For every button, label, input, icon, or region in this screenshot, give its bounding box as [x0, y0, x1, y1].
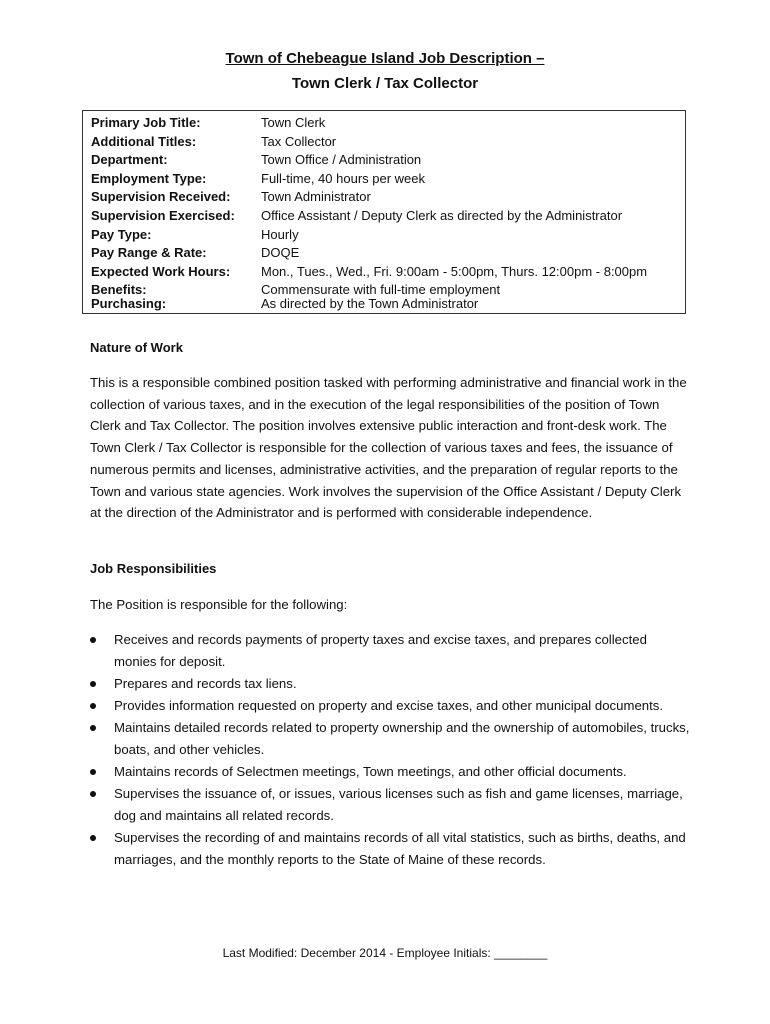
info-value: Town Administrator [261, 189, 371, 205]
info-label: Benefits: [91, 282, 147, 298]
list-item [90, 695, 690, 717]
page-footer: Last Modified: December 2014 - Employee Initials: ________ [222, 946, 548, 960]
info-label: Pay Type: [91, 226, 152, 242]
info-row-employment-type [83, 170, 685, 189]
bullet-icon [90, 703, 96, 709]
list-item-text: Maintains records of Selectmen meetings, Town meetings, and other official documents. [114, 764, 627, 779]
info-row-purchasing [83, 295, 685, 314]
info-row-work-hours [83, 263, 685, 282]
info-row-supervision-exercised [83, 207, 685, 226]
info-row-supervision-received [83, 188, 685, 207]
info-value: Tax Collector [261, 133, 337, 149]
job-info-table [82, 110, 686, 314]
info-label: Primary Job Title: [91, 115, 201, 130]
bullet-icon [90, 725, 96, 731]
list-item-text: Prepares and records tax liens. [114, 676, 297, 691]
nature-of-work-heading: Nature of Work [90, 340, 183, 355]
document-title: Town of Chebeague Island Job Description – [225, 50, 545, 67]
info-value: Town Clerk [261, 115, 326, 130]
list-item [90, 629, 690, 673]
list-item [90, 673, 690, 695]
info-value: As directed by the Town Administrator [261, 296, 479, 311]
info-row-primary-title [83, 114, 685, 133]
info-label: Additional Titles: [91, 133, 197, 149]
responsibilities-intro: The Position is responsible for the following: [90, 597, 348, 612]
list-item-text: Supervises the issuance of, or issues, various licenses such as fish and game licenses, marriage, dog and maintains all related records. [114, 786, 683, 823]
info-label: Department: [91, 152, 168, 168]
nature-of-work-paragraph: This is a responsible combined position tasked with performing administrative and financial work in the collection of various taxes, and in the execution of the legal responsibilities of the position of Town Clerk and Tax Collector. The position involves extensive public interaction and front-desk work. The Town Clerk / Tax Collector is responsible for the collection of various taxes and fees, the issuance of numerous permits and licenses, administrative activities, and the preparation of regular reports to the Town and various state agencies. Work involves the supervision of the Office Assistant / Deputy Clerk at the direction of the Administrator and is performed with considerable independence. [90, 375, 687, 521]
info-value: Full-time, 40 hours per week [261, 170, 426, 186]
job-responsibilities-heading: Job Responsibilities [90, 561, 217, 576]
responsibilities-list [90, 629, 690, 871]
info-label: Employment Type: [91, 170, 207, 186]
info-label: Pay Range & Rate: [91, 245, 207, 261]
list-item-text: Supervises the recording of and maintains records of all vital statistics, such as births, deaths, and marriages, and the monthly reports to the State of Maine of these records. [114, 830, 686, 867]
document-subtitle: Town Clerk / Tax Collector [291, 75, 479, 92]
info-row-department [83, 151, 685, 170]
list-item [90, 717, 690, 761]
info-label: Purchasing: [91, 296, 167, 311]
list-item [90, 761, 690, 783]
list-item [90, 827, 690, 871]
info-value: Town Office / Administration [261, 152, 422, 168]
info-row-pay-range [83, 244, 685, 263]
info-value: Commensurate with full-time employment [261, 282, 501, 298]
info-value: DOQE [261, 245, 300, 261]
info-label: Supervision Received: [91, 189, 231, 205]
info-value: Office Assistant / Deputy Clerk as directed by the Administrator [261, 208, 623, 223]
list-item-text: Provides information requested on property and excise taxes, and other municipal documents. [114, 698, 664, 713]
bullet-icon [90, 769, 96, 775]
list-item-text: Maintains detailed records related to property ownership and the ownership of automobiles, trucks, boats, and other vehicles. [114, 720, 690, 757]
info-label: Expected Work Hours: [91, 263, 231, 279]
bullet-icon [90, 681, 96, 687]
info-value: Hourly [261, 226, 299, 242]
bullet-icon [90, 637, 96, 643]
list-item-text: Receives and records payments of property taxes and excise taxes, and prepares collected monies for deposit. [114, 632, 647, 669]
bullet-icon [90, 835, 96, 841]
list-item [90, 783, 690, 827]
info-label: Supervision Exercised: [91, 208, 235, 223]
info-value: Mon., Tues., Wed., Fri. 9:00am - 5:00pm, Thurs. 12:00pm - 8:00pm [261, 263, 648, 279]
info-row-pay-type [83, 226, 685, 245]
bullet-icon [90, 791, 96, 797]
info-row-additional-titles [83, 133, 685, 152]
